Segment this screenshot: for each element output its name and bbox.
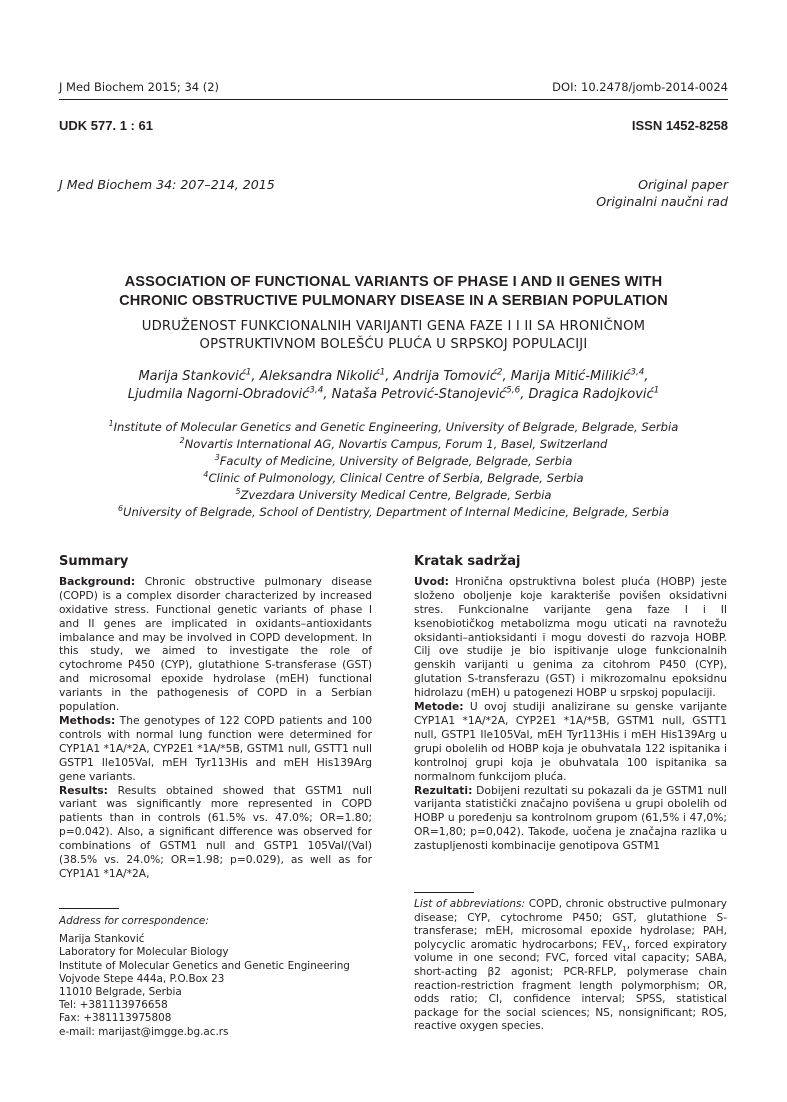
author-separator: , xyxy=(323,387,332,402)
affiliation-text: Clinic of Pulmonology, Clinical Centre of Serbia, Belgrade, Serbia xyxy=(208,471,584,485)
rezultati-label: Rezultati: xyxy=(414,783,473,797)
author-affiliation-mark: 5,6 xyxy=(506,385,521,396)
title-line-1: ASSOCIATION OF FUNCTIONAL VARIANTS OF PHASE I AND II GENES WITH xyxy=(124,274,663,290)
author-separator: , xyxy=(502,369,511,384)
author-separator: , xyxy=(385,369,394,384)
affiliation-number: 1 xyxy=(108,419,114,429)
author-separator: , xyxy=(644,369,649,384)
paper-type-sr: Originalni naučni rad xyxy=(596,194,728,209)
authors-line-2 xyxy=(40,386,747,404)
footnote-rule-right xyxy=(414,892,474,893)
correspondence xyxy=(59,915,372,1039)
doi: DOI: 10.2478/jomb-2014-0024 xyxy=(552,80,728,94)
article-title xyxy=(40,273,747,311)
sazetak-section xyxy=(414,555,727,853)
author-separator: , xyxy=(251,369,260,384)
title-sr-line-1: UDRUŽENOST FUNKCIONALNIH VARIJANTI GENA FAZE I I II SA HRONIČNOM xyxy=(141,319,646,334)
correspondence-line: Laboratory for Molecular Biology xyxy=(59,946,229,959)
metode-text: U ovoj studiji analizirane su genske varijante CYP1A1 *1A/*2A, CYP2E1 *1A/*5B, GSTM1 null, GSTT1 null, GSTP1 Ile105Val, mEH Tyr113His i mEH His139Arg u grupi obolelih od HOBP koja je obuhvatala 122 ispitanika i kontrolnoj grupi koja je obuhvatala 100 ispitanika sa normalnom funkcijom pluća. xyxy=(414,700,727,783)
summary-methods xyxy=(59,714,372,784)
sazetak-heading: Kratak sadržaj xyxy=(414,554,521,569)
author-name: Nataša Petrović-Stanojević xyxy=(331,387,507,402)
abbreviations-text-2: , forced expiratory volume in one second; FVC, forced vital capacity; SABA, short-acting β2 agonist; PCR-RFLP, polymerase chain reaction-restriction fragment length polymorphism; OR, odds ratio; CI, confidence interval; SPSS, statistical package for the social sciences; NS, nonsignificant; ROS, reactive oxygen species. xyxy=(414,938,727,1033)
udk: UDK 577. 1 : 61 xyxy=(59,118,153,133)
affiliation xyxy=(40,419,747,436)
affiliation-number: 4 xyxy=(203,470,209,480)
correspondence-line: Vojvode Stepe 444a, P.O.Box 23 xyxy=(59,972,225,985)
author-name: Andrija Tomović xyxy=(393,369,497,384)
correspondence-lines xyxy=(59,933,372,1039)
author-separator: , xyxy=(520,387,529,402)
author-affiliation-mark: 3,4 xyxy=(630,367,645,378)
author-affiliation-mark: 1 xyxy=(653,385,660,396)
affiliation xyxy=(40,487,747,504)
author-name: Dragica Radojković xyxy=(528,387,654,402)
journal-issue: J Med Biochem 2015; 34 (2) xyxy=(59,80,220,94)
correspondence-line: Marija Stanković xyxy=(59,933,145,946)
citation: J Med Biochem 34: 207–214, 2015 xyxy=(59,177,275,192)
uvod-text: Hronična opstruktivna bolest pluća (HOBP) jeste složeno oboljenje koje karakteriše povišen oksidativni stres. Funkcionalne varijante gena faze I i II ksenobiotičkog metabolizma mogu uticati na ravnotežu oksidanti–antioksidanti i mogu dovesti do razvoja HOBP. Cilj ove studije je bio ispitivanje uloge funkcionalnih genskih varijanti u genima za citohrom P450 (CYP), glutation S-transferazu (GST) i mikrozomalnu epoksidnu hidrolazu (mEH) u patogenezi HOBP u srpskoj populaciji. xyxy=(414,574,727,700)
affiliation xyxy=(40,453,747,470)
sazetak-metode xyxy=(414,700,727,783)
affiliation-text: Zvezdara University Medical Centre, Belgrade, Serbia xyxy=(240,488,552,502)
affiliation-text: Institute of Molecular Genetics and Genetic Engineering, University of Belgrade, Belgrade, Serbia xyxy=(113,420,679,434)
uvod-label: Uvod: xyxy=(414,574,449,588)
paper-type: Original paper xyxy=(638,177,728,192)
summary-heading: Summary xyxy=(59,554,129,569)
results-text: Results obtained showed that GSTM1 null variant was significantly more represented in COPD patients than in controls (61.5% vs. 47.0%; OR=1.80; p=0.042). Also, a significant difference was observed for combinations of GSTM1 null and GSTP1 105Val/(Val) (38.5% vs. 24.0%; OR=1.98; p=0.029), as well as for CYP1A1 *1A/*2A, xyxy=(59,783,372,880)
authors-line-1 xyxy=(40,368,747,386)
background-text: Chronic obstructive pulmonary disease (COPD) is a complex disorder characterized by increased oxidative stress. Functional genetic variants of phase I and II genes are implicated in oxidants–antioxidants imbalance and may be involved in COPD development. In this study, we aimed to investigate the role of cytochrome P450 (CYP), glutathione S-transferase (GST) and microsomal epoxide hydrolase (mEH) functional variants in the pathogenesis of COPD in a Serbian population. xyxy=(59,574,372,714)
header-rule xyxy=(59,99,728,100)
affiliation-list xyxy=(40,419,747,521)
summary-background xyxy=(59,575,372,714)
author-name: Aleksandra Nikolić xyxy=(259,369,380,384)
abbreviations-label: List of abbreviations: xyxy=(414,898,526,910)
summary-results xyxy=(59,784,372,881)
rezultati-text: Dobijeni rezultati su pokazali da je GSTM1 null varijanta statistički značajno povišena u grupi obolelih od HOBP u poređenju sa kontrolnom grupom (61,5% i 47,0%; OR=1,80; p=0,042). Takođe, uočena je značajna razlika u zastupljenosti kombinacije genotipova GSTM1 xyxy=(414,783,727,853)
affiliation-text: Faculty of Medicine, University of Belgrade, Belgrade, Serbia xyxy=(219,454,573,468)
author-list xyxy=(40,368,747,404)
fev-subscript: 1 xyxy=(622,943,627,953)
abbreviations-text-1: COPD, chronic obstructive pulmonary disease; CYP, cytochrome P450; GST, glutathione S-transferase; mEH, microsomal epoxide hydrolase; PAH, polycyclic aromatic hydrocarbons; FEV xyxy=(414,898,727,951)
correspondence-line: Institute of Molecular Genetics and Genetic Engineering xyxy=(59,959,350,972)
author-name: Marija Mitić-Milikić xyxy=(510,369,631,384)
author-affiliation-mark: 3,4 xyxy=(309,385,324,396)
background-label: Background: xyxy=(59,574,136,588)
issn: ISSN 1452-8258 xyxy=(631,118,728,133)
affiliation xyxy=(40,436,747,453)
sazetak-uvod xyxy=(414,575,727,700)
affiliation-text: University of Belgrade, School of Dentistry, Department of Internal Medicine, Belgrade, Serbia xyxy=(122,505,670,519)
author-name: Marija Stanković xyxy=(138,369,246,384)
correspondence-line: e-mail: marijast@imgge.bg.ac.rs xyxy=(59,1025,229,1038)
title-line-2: CHRONIC OBSTRUCTIVE PULMONARY DISEASE IN A SERBIAN POPULATION xyxy=(119,293,668,309)
author-affiliation-mark: 1 xyxy=(245,367,252,378)
affiliation xyxy=(40,504,747,521)
methods-text: The genotypes of 122 COPD patients and 100 controls with normal lung function were determined for CYP1A1 *1A/*2A, CYP2E1 *1A/*5B, GSTM1 null, GSTT1 null GSTP1 Ile105Val, mEH Tyr113His and mEH His139Arg gene variants. xyxy=(59,713,372,783)
sazetak-rezultati xyxy=(414,784,727,854)
affiliation-number: 3 xyxy=(214,453,220,463)
affiliation-number: 2 xyxy=(179,436,185,446)
affiliation-number: 6 xyxy=(117,504,123,514)
correspondence-line: Tel: +381113976658 xyxy=(59,999,168,1012)
affiliation-text: Novartis International AG, Novartis Campus, Forum 1, Basel, Switzerland xyxy=(184,437,608,451)
correspondence-line: Fax: +381113975808 xyxy=(59,1012,172,1025)
footnote-rule-left xyxy=(59,908,119,909)
summary-section xyxy=(59,555,372,881)
author-affiliation-mark: 2 xyxy=(496,367,503,378)
correspondence-line: 11010 Belgrade, Serbia xyxy=(59,986,182,999)
metode-label: Metode: xyxy=(414,700,464,714)
author-affiliation-mark: 1 xyxy=(379,367,386,378)
methods-label: Methods: xyxy=(59,713,116,727)
author-name: Ljudmila Nagorni-Obradović xyxy=(127,387,310,402)
abbreviations xyxy=(414,898,727,1034)
title-sr-line-2: OPSTRUKTIVNOM BOLEŠĆU PLUĆA U SRPSKOJ POPULACIJI xyxy=(199,337,588,352)
results-label: Results: xyxy=(59,783,108,797)
correspondence-label: Address for correspondence: xyxy=(59,915,209,927)
affiliation-number: 5 xyxy=(235,487,241,497)
article-title-sr xyxy=(40,318,747,354)
affiliation xyxy=(40,470,747,487)
